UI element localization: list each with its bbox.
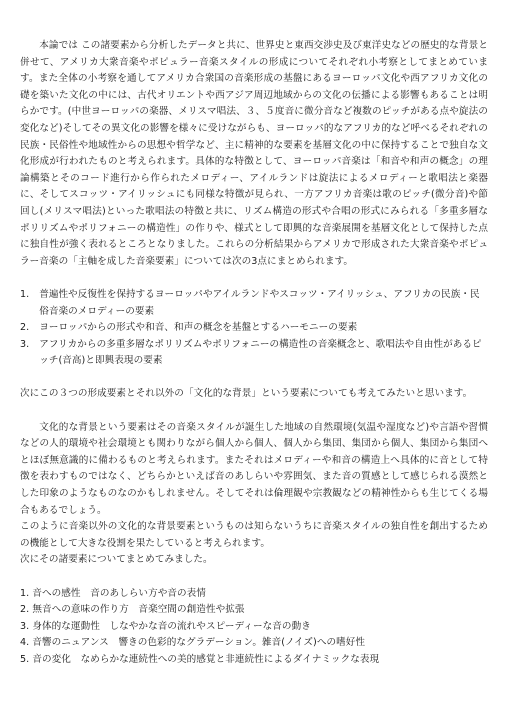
spacer	[20, 370, 488, 387]
list-item-text: ヨーロッパからの形式や和音、和声の概念を基盤とするハーモニーの要素	[39, 322, 358, 334]
main-elements-list	[20, 287, 488, 370]
list-item: 2. 無音への意味の作り方 音楽空間の創造性や拡張	[20, 604, 245, 616]
list-item: 3. 身体的な運動性 しなやかな音の流れやスピーディーな音の動き	[20, 620, 311, 632]
document-page	[20, 38, 488, 669]
list-item: 4. 音響のニュアンス 響きの色彩的なグラデーション。雑音(ノイズ)への嗜好性	[20, 637, 366, 649]
spacer	[20, 569, 488, 586]
list-item-number: 3.	[20, 338, 30, 350]
list-item	[20, 287, 488, 320]
list-item-text: 普遍性や反復性を保持するヨーロッパやアイルランドやスコッツ・アイリッシュ、アフリカの民族・民俗音楽のメロディーの要素	[39, 288, 480, 317]
list-item	[20, 337, 488, 370]
list-item	[20, 320, 488, 337]
transition-paragraph: 次にこの３つの形成要素とそれ以外の「文化的な背景」という要素についても考えてみたいと思います。	[20, 388, 473, 400]
cultural-paragraph-1: 文化的な背景という要素はその音楽スタイルが誕生した地域の自然環境(気温や湿度など)や言語や習慣などの人的環境や社会環境とも関わりながら個人から個人、個人から集団、集団から個人、集団から集団へとほぼ無意識的に備わるものと考えられます。またそれはメロディーや和音の構造上へ具体的に音として特徴を表わすものではなく、どちらかといえば音のあしらいや雰囲気、また音の質感として感じられる漠然とした印象のようなものなのかもしれません。そしてそれは倫理観や宗教観などの精神性からも生じてくる場合もあるでしょう。	[20, 421, 488, 516]
spacer	[20, 270, 488, 287]
cultural-paragraph-3: 次にその諸要素についてまとめてみました。	[20, 554, 213, 566]
intro-paragraph: 本論では この諸要素から分析したデータと共に、世界史と東西交渉史及び東洋史などの歴史的な背景と併せて、アメリカ大衆音楽やポピュラー音楽スタイルの形成についてそれぞれ小考察としてまとめています。また全体の小考察を通してアメリカ合衆国の音楽形成の基盤にあるヨーロッパ文化や西アフリカ文化の礎を築いた文化の中には、古代オリエントや西アジア周辺地域からの文化の伝播による影響もあることは明らかです。(中世ヨーロッパの楽器、メリスマ唱法、３、５度音に微分音など複数のピッチがある点や旋法の変化など)そしてその異文化の影響を様々に受けながらも、ヨーロッパ的なアフリカ的など呼べるそれぞれの民族・民俗性や地域性からの思想や哲学など、主に精神的な要素を基層文化の中に保持することで独自な文化形成が行われたものと考えられます。具体的な特徴として、ヨーロッパ音楽は「和音や和声の概念」の理論構築とそのコード進行から作られたメロディー、アイルランドは旋法によるメロディーと歌唱法と楽器に、そしてスコッツ・アイリッシュにも同様な特徴が見られ、一方アフリカ音楽は歌のピッチ(微分音)や節回し(メリスマ唱法)といった歌唱法の特徴と共に、リズム構造の形式や合唱の形式にみられる「多重多層なポリリズムやポリフォニーの構造性」の作りや、様式として即興的な音楽展開を基層文化として保持した点に独自性が強く表れるところとなりました。これらの分析結果からアメリカで形成された大衆音楽やポピュラー音楽の「主軸を成した音楽要素」については次の3点にまとめられます。	[20, 40, 488, 267]
list-item-text: アフリカからの多重多層なポリリズムやポリフォニーの構造性の音楽概念と、歌唱法や自由性があるピッチ(音高)と即興表現の要素	[39, 338, 482, 367]
cultural-elements-list	[20, 586, 488, 669]
list-item: 1. 音への感性 音のあしらい方や音の表情	[20, 587, 206, 599]
cultural-paragraph-2: このように音楽以外の文化的な背景要素というものは知らないうちに音楽スタイルの独自性を創出するための機能として大きな役割を果たしていると考えられます。	[20, 521, 488, 549]
list-item-number: 1.	[20, 288, 30, 300]
list-item-number: 2.	[20, 322, 30, 334]
spacer	[20, 403, 488, 420]
list-item: 5. 音の変化 なめらかな連続性への美的感覚と非連続性によるダイナミックな表現	[20, 653, 380, 665]
